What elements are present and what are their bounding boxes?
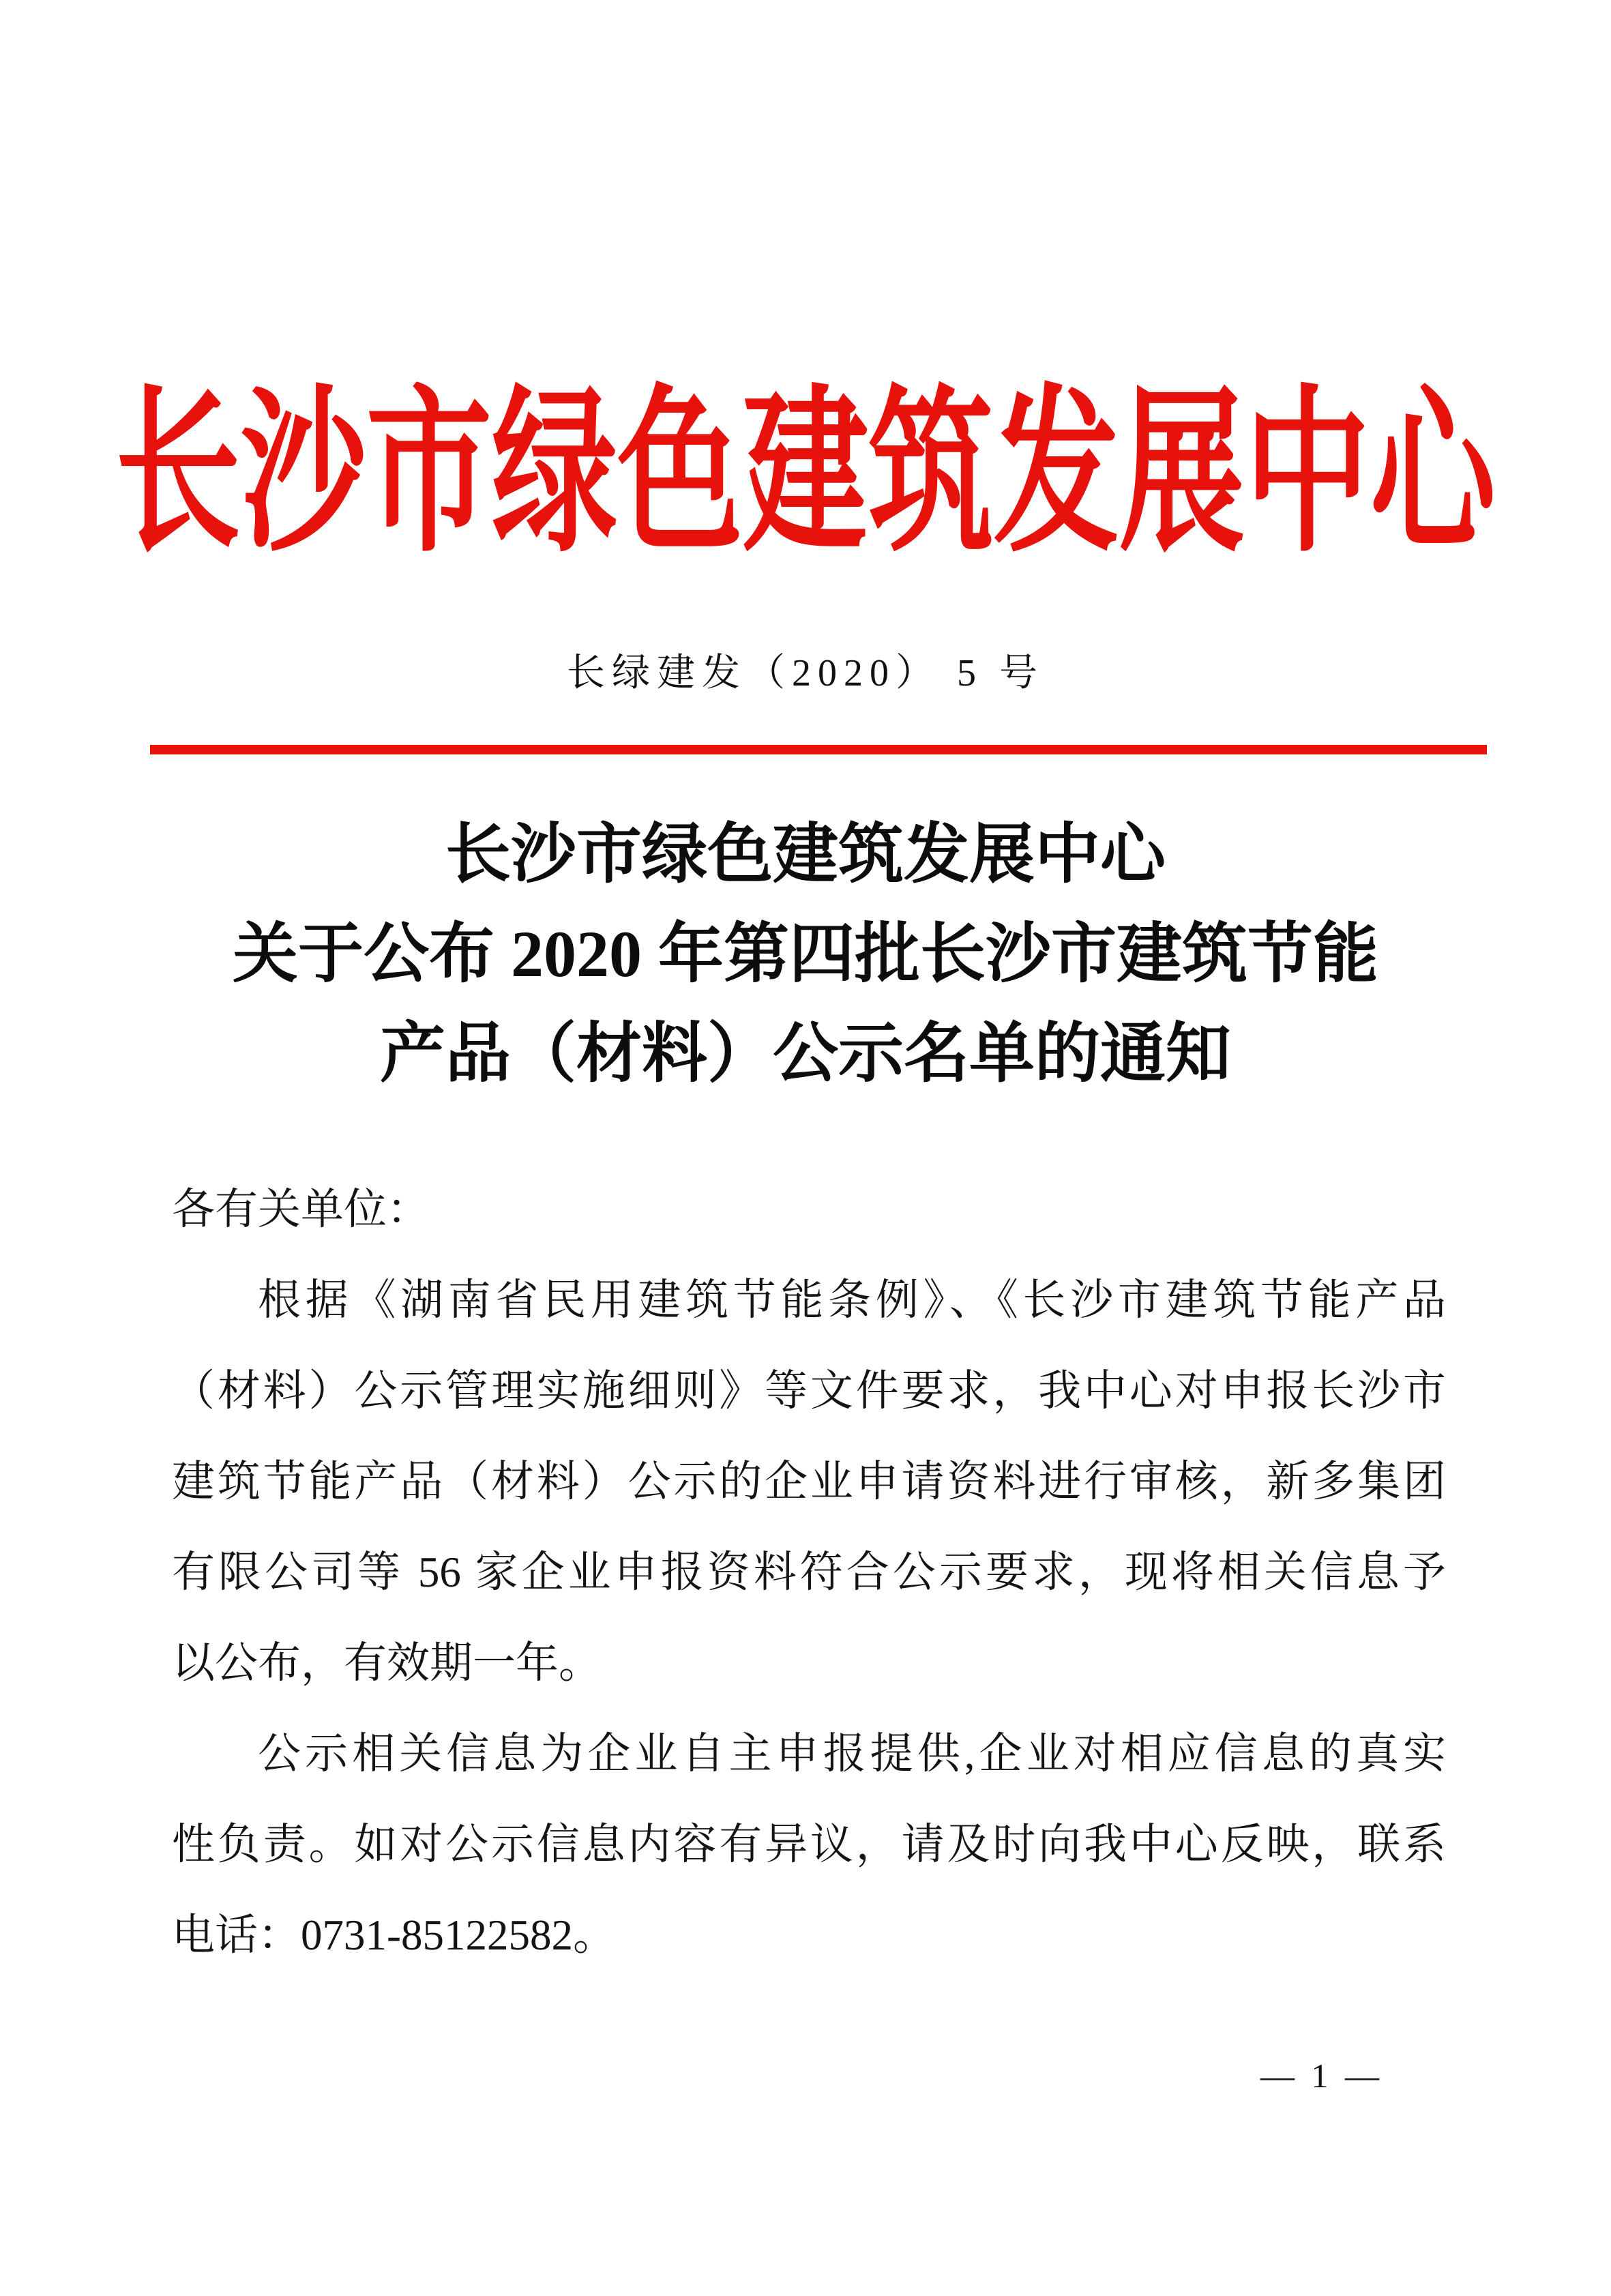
doc-title-line-2: 关于公布 2020 年第四批长沙市建筑节能	[233, 917, 1378, 990]
letterhead-org-title-text: 长沙市绿色建筑发展中心	[115, 375, 1496, 573]
body-paragraph1-line: 根据《湖南省民用建筑节能条例》、《长沙市建筑节能产品	[258, 1276, 1446, 1324]
doc-title-line-1: 长沙市绿色建筑发展中心	[445, 818, 1166, 891]
doc-title-line-3: 产品（材料）公示名单的通知	[380, 1017, 1231, 1090]
red-divider-rule	[150, 745, 1487, 754]
letterhead-org-title	[0, 368, 1611, 580]
doc-number: 长绿建发（2020） 5 号	[567, 652, 1044, 694]
body-text	[172, 1164, 1446, 1981]
body-paragraph2-line: 公示相关信息为企业自主申报提供,企业对相应信息的真实	[258, 1730, 1446, 1778]
doc-title	[0, 805, 1611, 1104]
body-paragraph1-line: 以公布，有效期一年。	[172, 1639, 602, 1687]
body-paragraph2-line: 电话：0731-85122582。	[172, 1911, 616, 1959]
body-paragraph2-line: 性负责。如对公示信息内容有异议，请及时向我中心反映，联系	[172, 1821, 1446, 1868]
salutation: 各有关单位：	[172, 1186, 430, 1233]
body-paragraph1-line: （材料）公示管理实施细则》等文件要求，我中心对申报长沙市	[172, 1367, 1446, 1415]
page-number: — 1 —	[1260, 2057, 1383, 2095]
body-paragraph1-line: 有限公司等 56 家企业申报资料符合公示要求，现将相关信息予	[172, 1548, 1446, 1596]
body-paragraph1-line: 建筑节能产品（材料）公示的企业申请资料进行审核，新多集团	[172, 1458, 1446, 1505]
